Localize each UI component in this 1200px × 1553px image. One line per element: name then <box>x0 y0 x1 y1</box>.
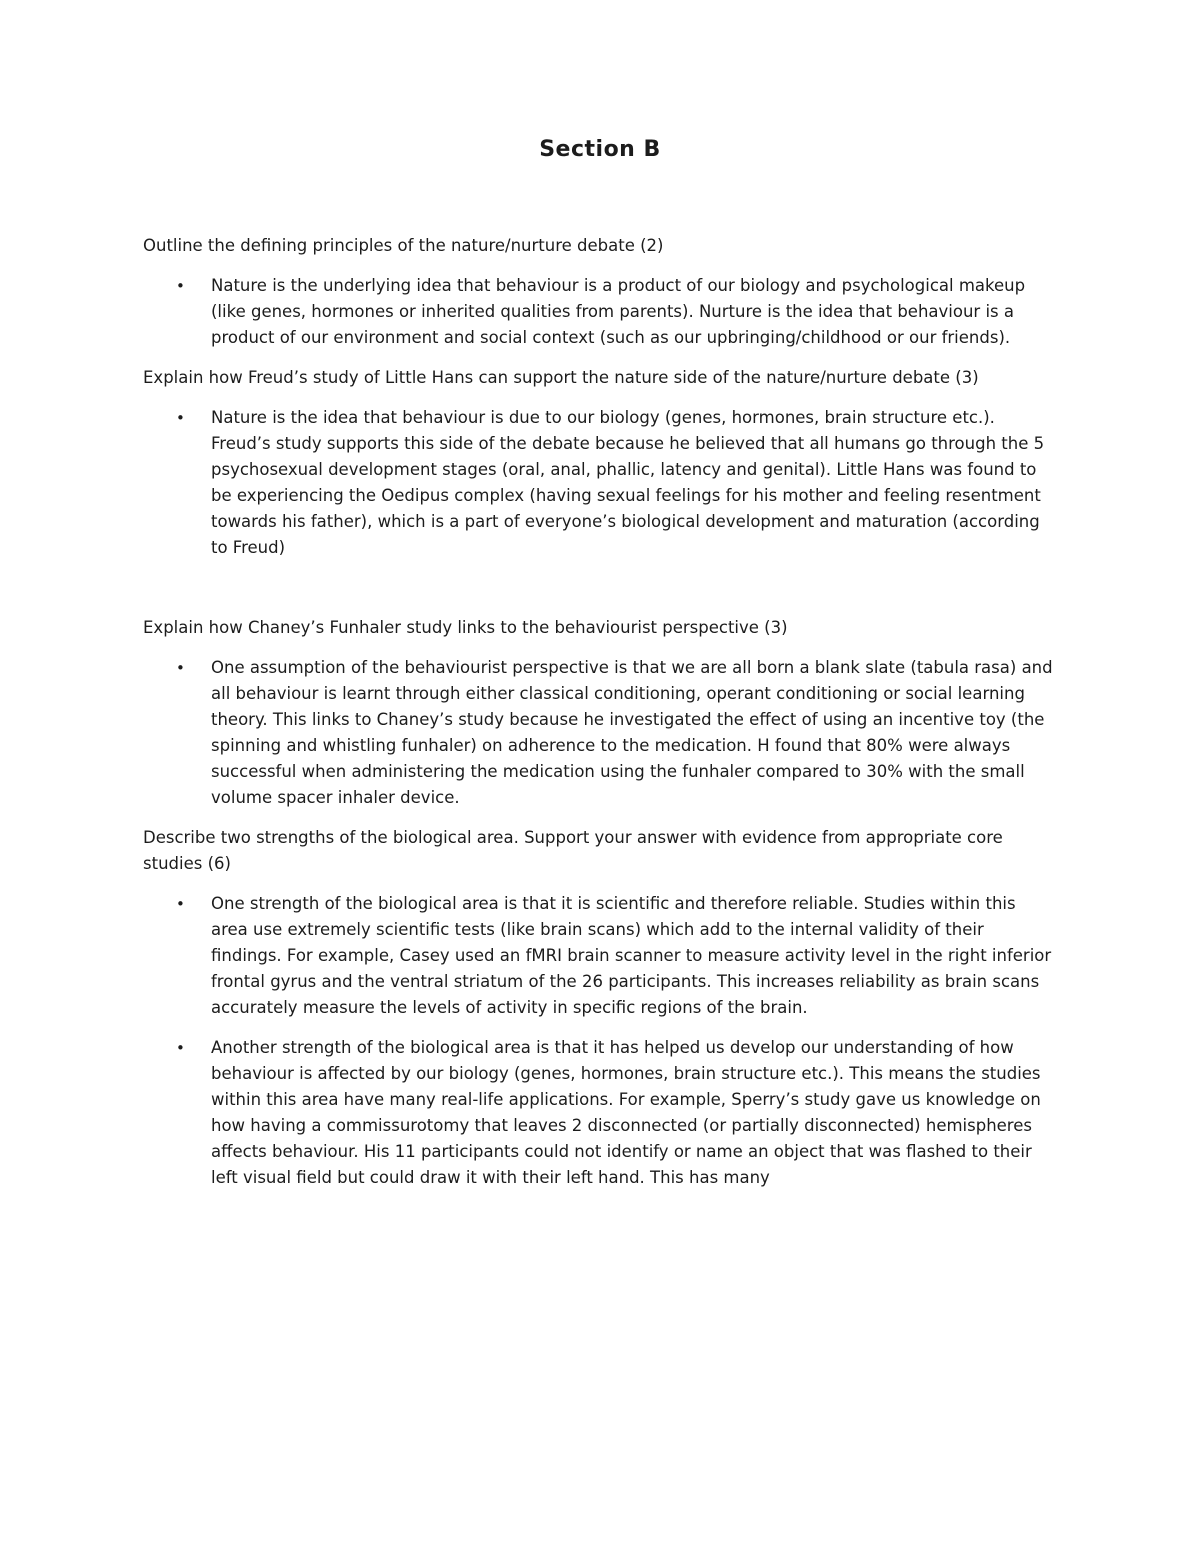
answer-4-bullet-1 <box>143 891 1057 1021</box>
answer-3-bullet <box>143 655 1057 811</box>
bullet-icon: • <box>176 409 185 427</box>
answer-4-text-2: Another strength of the biological area is that it has helped us develop our understanding of how behaviour is affected by our biology (genes, hormones, brain structure etc.). This means the studies within this area have many real-life applications. For example, Sperry’s study gave us knowledge on how having a commissurotomy that leaves 2 disconnected (or partially disconnected) hemispheres affects behaviour. His 11 participants could not identify or name an object that was flashed to their left visual field but could draw it with their left hand. This has many <box>211 1038 1041 1187</box>
bullet-icon: • <box>176 659 185 677</box>
answer-3-text: One assumption of the behaviourist perspective is that we are all born a blank slate (tabula rasa) and all behaviour is learnt through either classical conditioning, operant conditioning or social learning theory. This links to Chaney’s study because he investigated the effect of using an incentive toy (the spinning and whistling funhaler) on adherence to the medication. H found that 80% were always successful when administering the medication using the funhaler compared to 30% with the small volume spacer inhaler device. <box>211 658 1053 807</box>
question-2-text: Explain how Freud’s study of Little Hans can support the nature side of the nature/nurture debate (3) <box>143 368 979 387</box>
bullet-icon: • <box>176 277 185 295</box>
question-3-text: Explain how Chaney’s Funhaler study links to the behaviourist perspective (3) <box>143 618 788 637</box>
bullet-icon: • <box>176 1039 185 1057</box>
answer-2-text: Nature is the idea that behaviour is due to our biology (genes, hormones, brain structure etc.). Freud’s study supports this side of the debate because he believed that all humans go through the 5 psychosexual development stages (oral, anal, phallic, latency and genital). Little Hans was found to be experiencing the Oedipus complex (having sexual feelings for his mother and feeling resentment towards his father), which is a part of everyone’s biological development and maturation (according to Freud) <box>211 408 1045 557</box>
question-4-text: Describe two strengths of the biological area. Support your answer with evidence from appropriate core studies (6) <box>143 828 1003 873</box>
answer-4-bullet-2 <box>143 1035 1057 1191</box>
answer-1-text: Nature is the underlying idea that behaviour is a product of our biology and psychological makeup (like genes, hormones or inherited qualities from parents). Nurture is the idea that behaviour is a product of our environment and social context (such as our upbringing/childhood or our friends). <box>211 276 1026 347</box>
document-title: Section B <box>539 137 661 162</box>
answer-1-bullet <box>143 273 1057 351</box>
bullet-icon: • <box>176 895 185 913</box>
question-1-text: Outline the defining principles of the nature/nurture debate (2) <box>143 236 664 255</box>
blank-line <box>143 575 1057 615</box>
answer-4-text-1: One strength of the biological area is that it is scientific and therefore reliable. Studies within this area use extremely scientific tests (like brain scans) which add to the internal validity of their findings. For example, Casey used an fMRI brain scanner to measure activity level in the right inferior frontal gyrus and the ventral striatum of the 26 participants. This increases reliability as brain scans accurately measure the levels of activity in specific regions of the brain. <box>211 894 1052 1017</box>
answer-2-bullet <box>143 405 1057 561</box>
